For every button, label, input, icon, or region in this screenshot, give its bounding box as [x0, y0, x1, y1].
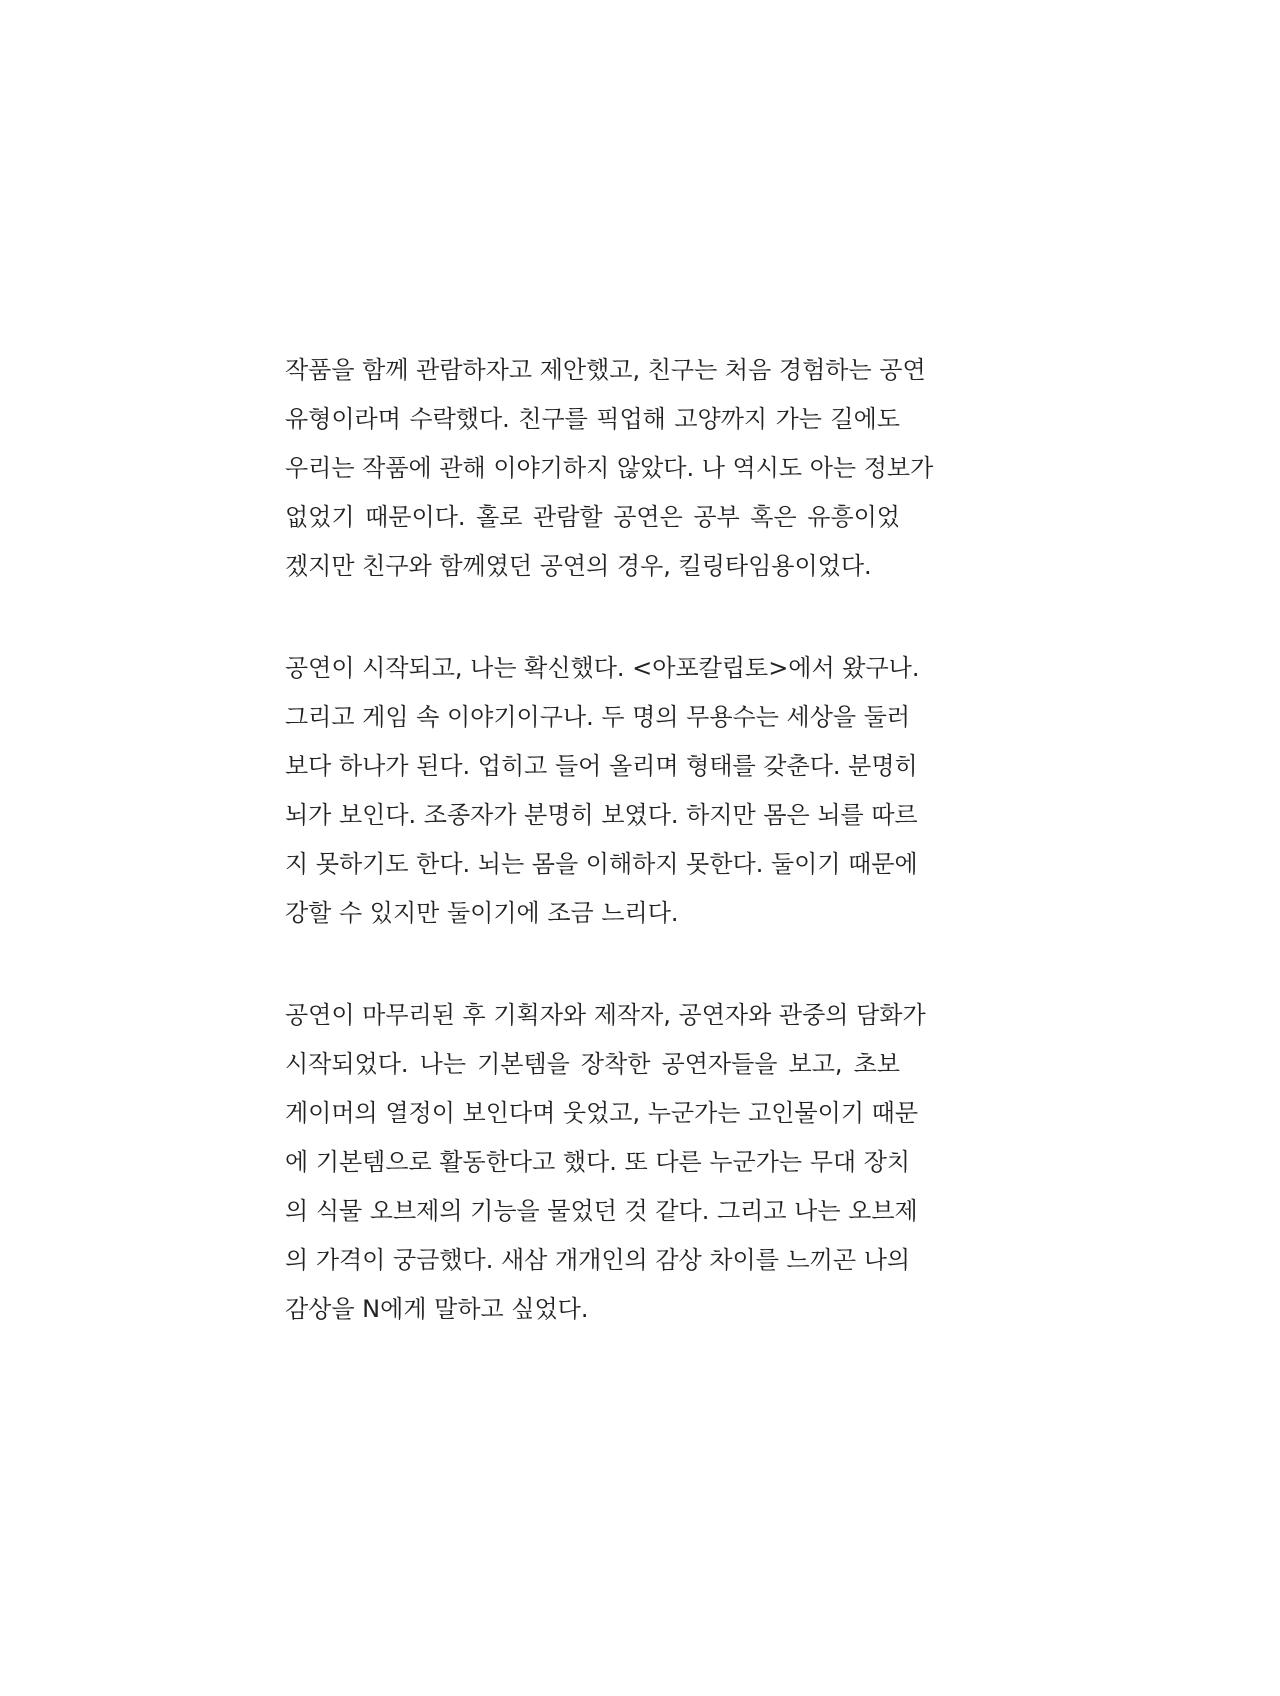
paragraph-2 — [285, 648, 920, 942]
text-line: 공연이 시작되고, 나는 확신했다. <아포칼립토>에서 왔구나. — [285, 654, 920, 682]
text-line: 강할 수 있지만 둘이기에 조금 느리다. — [285, 899, 679, 927]
document-page — [285, 350, 934, 1391]
text-line: 공연이 마무리된 후 기획자와 제작자, 공연자와 관중의 담화가 — [285, 1001, 926, 1029]
text-line: 감상을 N에게 말하고 싶었다. — [285, 1295, 589, 1323]
text-line: 겠지만 친구와 함께였던 공연의 경우, 킬링타임용이었다. — [285, 552, 872, 580]
text-line: 없었기 때문이다. 홀로 관람할 공연은 공부 혹은 유흥이었 — [285, 503, 900, 531]
text-line: 의 식물 오브제의 기능을 물었던 것 같다. 그리고 나는 오브제 — [285, 1197, 918, 1225]
text-line: 유형이라며 수락했다. 친구를 픽업해 고양까지 가는 길에도 — [285, 405, 900, 433]
text-line: 우리는 작품에 관해 이야기하지 않았다. 나 역시도 아는 정보가 — [285, 454, 934, 482]
text-line: 지 못하기도 한다. 뇌는 몸을 이해하지 못한다. 둘이기 때문에 — [285, 850, 918, 878]
text-line: 뇌가 보인다. 조종자가 분명히 보였다. 하지만 몸은 뇌를 따르 — [285, 801, 918, 829]
text-line: 의 가격이 궁금했다. 새삼 개개인의 감상 차이를 느끼곤 나의 — [285, 1246, 911, 1274]
text-line: 보다 하나가 된다. 업히고 들어 올리며 형태를 갖춘다. 분명히 — [285, 752, 918, 780]
paragraph-1 — [285, 350, 934, 595]
text-line: 게이머의 열정이 보인다며 웃었고, 누군가는 고인물이기 때문 — [285, 1099, 919, 1127]
text-line: 에 기본템으로 활동한다고 했다. 또 다른 누군가는 무대 장치 — [285, 1148, 911, 1176]
text-line: 그리고 게임 속 이야기이구나. 두 명의 무용수는 세상을 둘러 — [285, 703, 911, 731]
text-line: 시작되었다. 나는 기본템을 장착한 공연자들을 보고, 초보 — [285, 1050, 900, 1078]
paragraph-3 — [285, 995, 926, 1338]
text-line: 작품을 함께 관람하자고 제안했고, 친구는 처음 경험하는 공연 — [285, 356, 926, 384]
